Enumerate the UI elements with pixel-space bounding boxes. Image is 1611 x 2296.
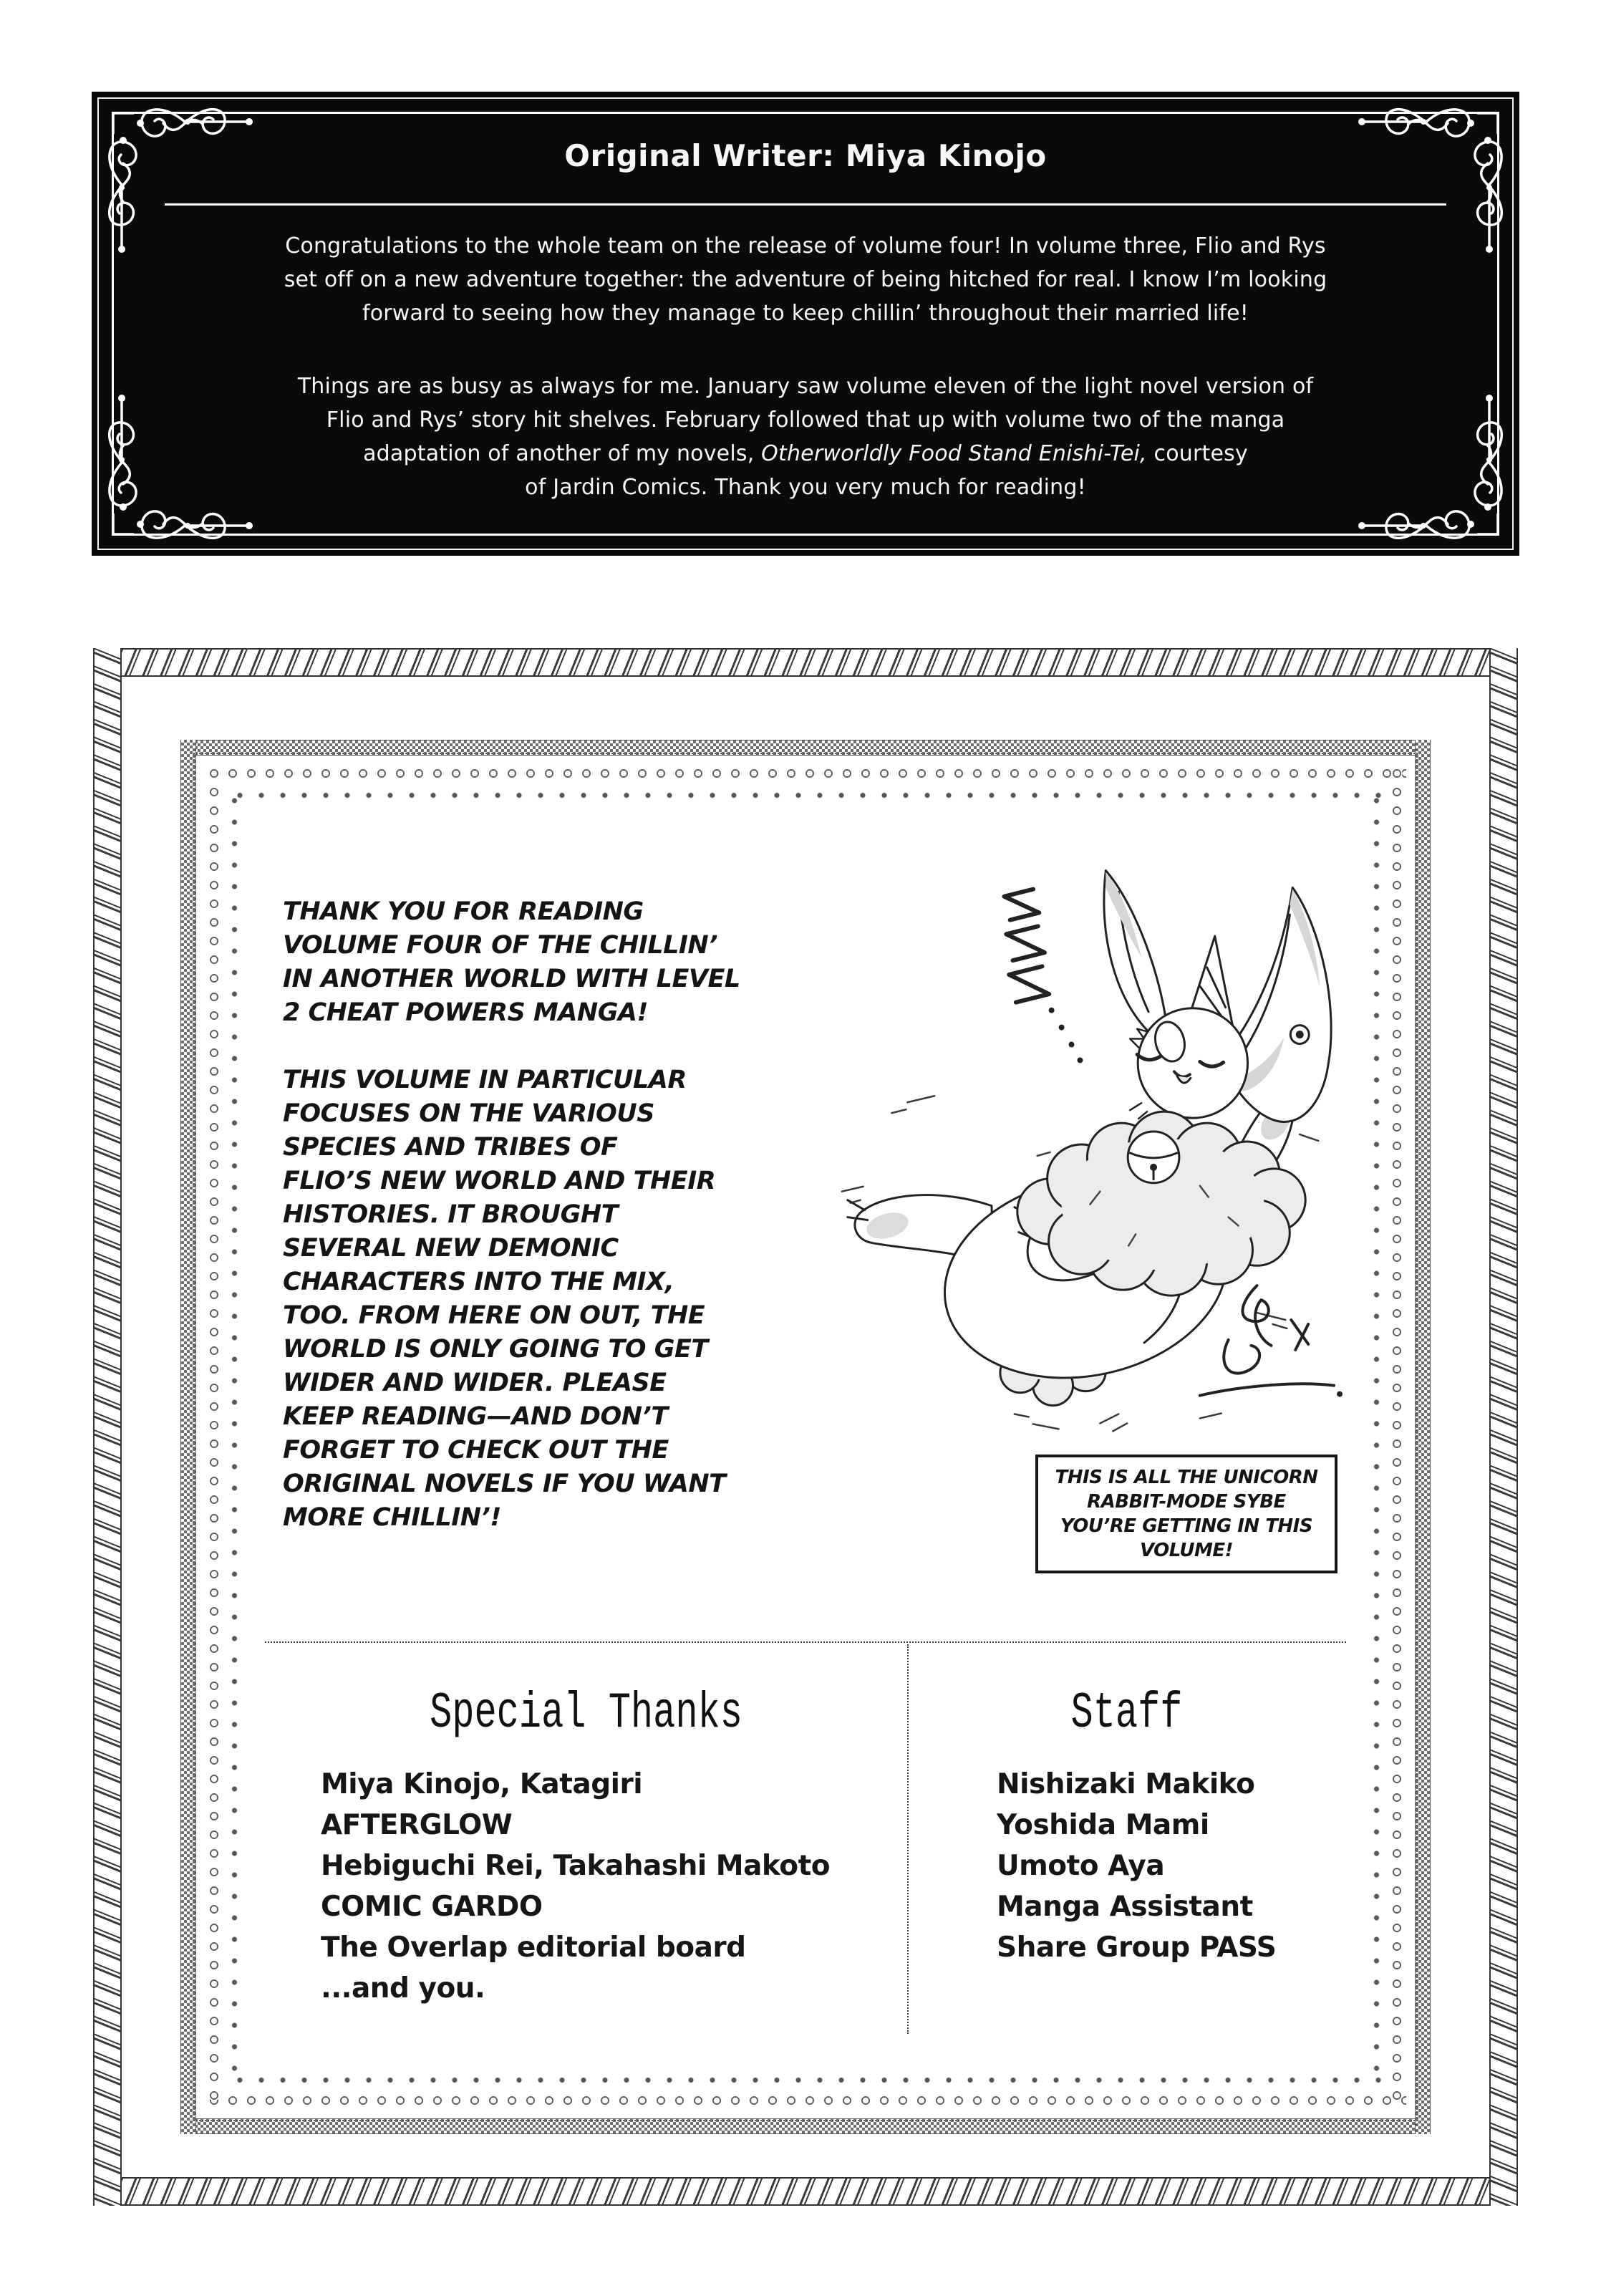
handwritten-line: HISTORIES. IT BROUGHT [283,1200,618,1229]
staff-list [997,1764,1276,1968]
paragraph-line: Flio and Rys’ story hit shelves. February followed that up with volume two of the manga [326,407,1285,433]
special-thanks-item: ...and you. [321,1972,485,2005]
swirl-band-bottom [205,2091,1406,2110]
special-thanks-list [321,1764,830,2009]
sleeping-sybe-illustration [800,820,1346,1456]
chain-border-left [93,648,122,2206]
staff-item: Manga Assistant [997,1891,1253,1923]
handwritten-line: CHARACTERS INTO THE MIX, [283,1268,674,1296]
paragraph-line: Things are as busy as always for me. January saw volume eleven of the light novel version of [297,374,1314,399]
diamond-dots-right [1371,790,1382,2085]
diamond-dots-left [229,790,240,2085]
handwritten-line: FORGET TO CHECK OUT THE [283,1436,669,1465]
handwritten-line: 2 CHEAT POWERS MANGA! [283,998,648,1027]
artist-signature [1200,1286,1342,1397]
chain-border-bottom [93,2177,1518,2206]
paragraph-segment: adaptation of another of my novels, [363,441,762,466]
handwritten-line: FLIO’S NEW WORLD AND THEIR [283,1167,716,1195]
staff-item: Share Group PASS [997,1931,1277,1964]
swirl-band-left [205,764,223,2110]
handwritten-line: IN ANOTHER WORLD WITH LEVEL [283,965,740,993]
writer-note-paragraph-1 [142,229,1469,330]
paragraph-segment: courtesy [1146,441,1248,466]
credits-divider-horizontal [265,1641,1346,1643]
staff-item: Yoshida Mami [997,1809,1209,1841]
writer-note-paragraph-2 [142,370,1469,504]
special-thanks-item: Hebiguchi Rei, Takahashi Makoto [321,1850,831,1882]
paragraph-line: of Jardin Comics. Thank you very much for reading! [525,475,1086,500]
paragraph-line: Congratulations to the whole team on the release of volume four! In volume three, Flio and Rys [285,233,1326,259]
writer-note-title: Original Writer: Miya Kinojo [564,138,1047,173]
staff-heading: Staff [1070,1685,1183,1742]
handwritten-line: SEVERAL NEW DEMONIC [283,1234,619,1263]
staff-item: Umoto Aya [997,1850,1165,1882]
diamond-dots-top [229,790,1382,801]
special-thanks-item: COMIC GARDO [321,1891,543,1923]
sleep-dots [1049,1008,1083,1063]
artist-afterword-note [283,895,818,1535]
caption-line: YOU’RE GETTING IN THIS [1060,1515,1313,1537]
handwritten-line: THANK YOU FOR READING [283,897,644,926]
novel-title-italic: Otherworldly Food Stand Enishi-Tei, [761,441,1147,466]
afterword-art-panel [93,648,1518,2206]
special-thanks-item: AFTERGLOW [321,1809,513,1841]
sybe-caption-box [1035,1455,1337,1573]
caption-line: RABBIT-MODE SYBE [1087,1491,1286,1513]
swirl-band-top [205,764,1406,783]
handwritten-line: ORIGINAL NOVELS IF YOU WANT [283,1470,726,1498]
handwritten-line: VOLUME FOUR OF THE CHILLIN’ [283,931,717,960]
bell-icon [1128,1132,1179,1183]
handwritten-line: THIS VOLUME IN PARTICULAR [283,1066,687,1094]
staff-item: Nishizaki Makiko [997,1768,1255,1800]
handwritten-paragraph-2 [283,1063,818,1535]
special-thanks-item: Miya Kinojo, Katagiri [321,1768,643,1800]
paragraph-line: set off on a new adventure together: the adventure of being hitched for real. I know I’m looking [284,267,1327,292]
caption-line: VOLUME! [1139,1540,1234,1561]
writer-note-panel [92,92,1519,556]
handwritten-line: WIDER AND WIDER. PLEASE [283,1369,667,1397]
title-divider [165,203,1446,206]
chain-border-top [93,648,1518,677]
special-thanks-item: The Overlap editorial board [321,1931,746,1964]
special-thanks-heading: Special Thanks [430,1685,742,1742]
caption-line: THIS IS ALL THE UNICORN [1055,1467,1318,1488]
handwritten-line: FOCUSES ON THE VARIOUS [283,1099,654,1128]
paragraph-line: forward to seeing how they manage to keep chillin’ throughout their married life! [362,301,1249,326]
handwritten-line: WORLD IS ONLY GOING TO GET [283,1335,708,1364]
chain-border-right [1489,648,1518,2206]
handwritten-line: MORE CHILLIN’! [283,1503,501,1532]
swirl-band-right [1388,764,1406,2110]
handwritten-line: SPECIES AND TRIBES OF [283,1133,618,1162]
frame-content [265,820,1346,2037]
handwritten-line: KEEP READING—AND DON’T [283,1402,668,1431]
paragraph-line [142,437,1469,471]
handwritten-line: TOO. FROM HERE ON OUT, THE [283,1301,705,1330]
zzz-icon [990,889,1059,1003]
diamond-dots-bottom [229,2075,1382,2085]
